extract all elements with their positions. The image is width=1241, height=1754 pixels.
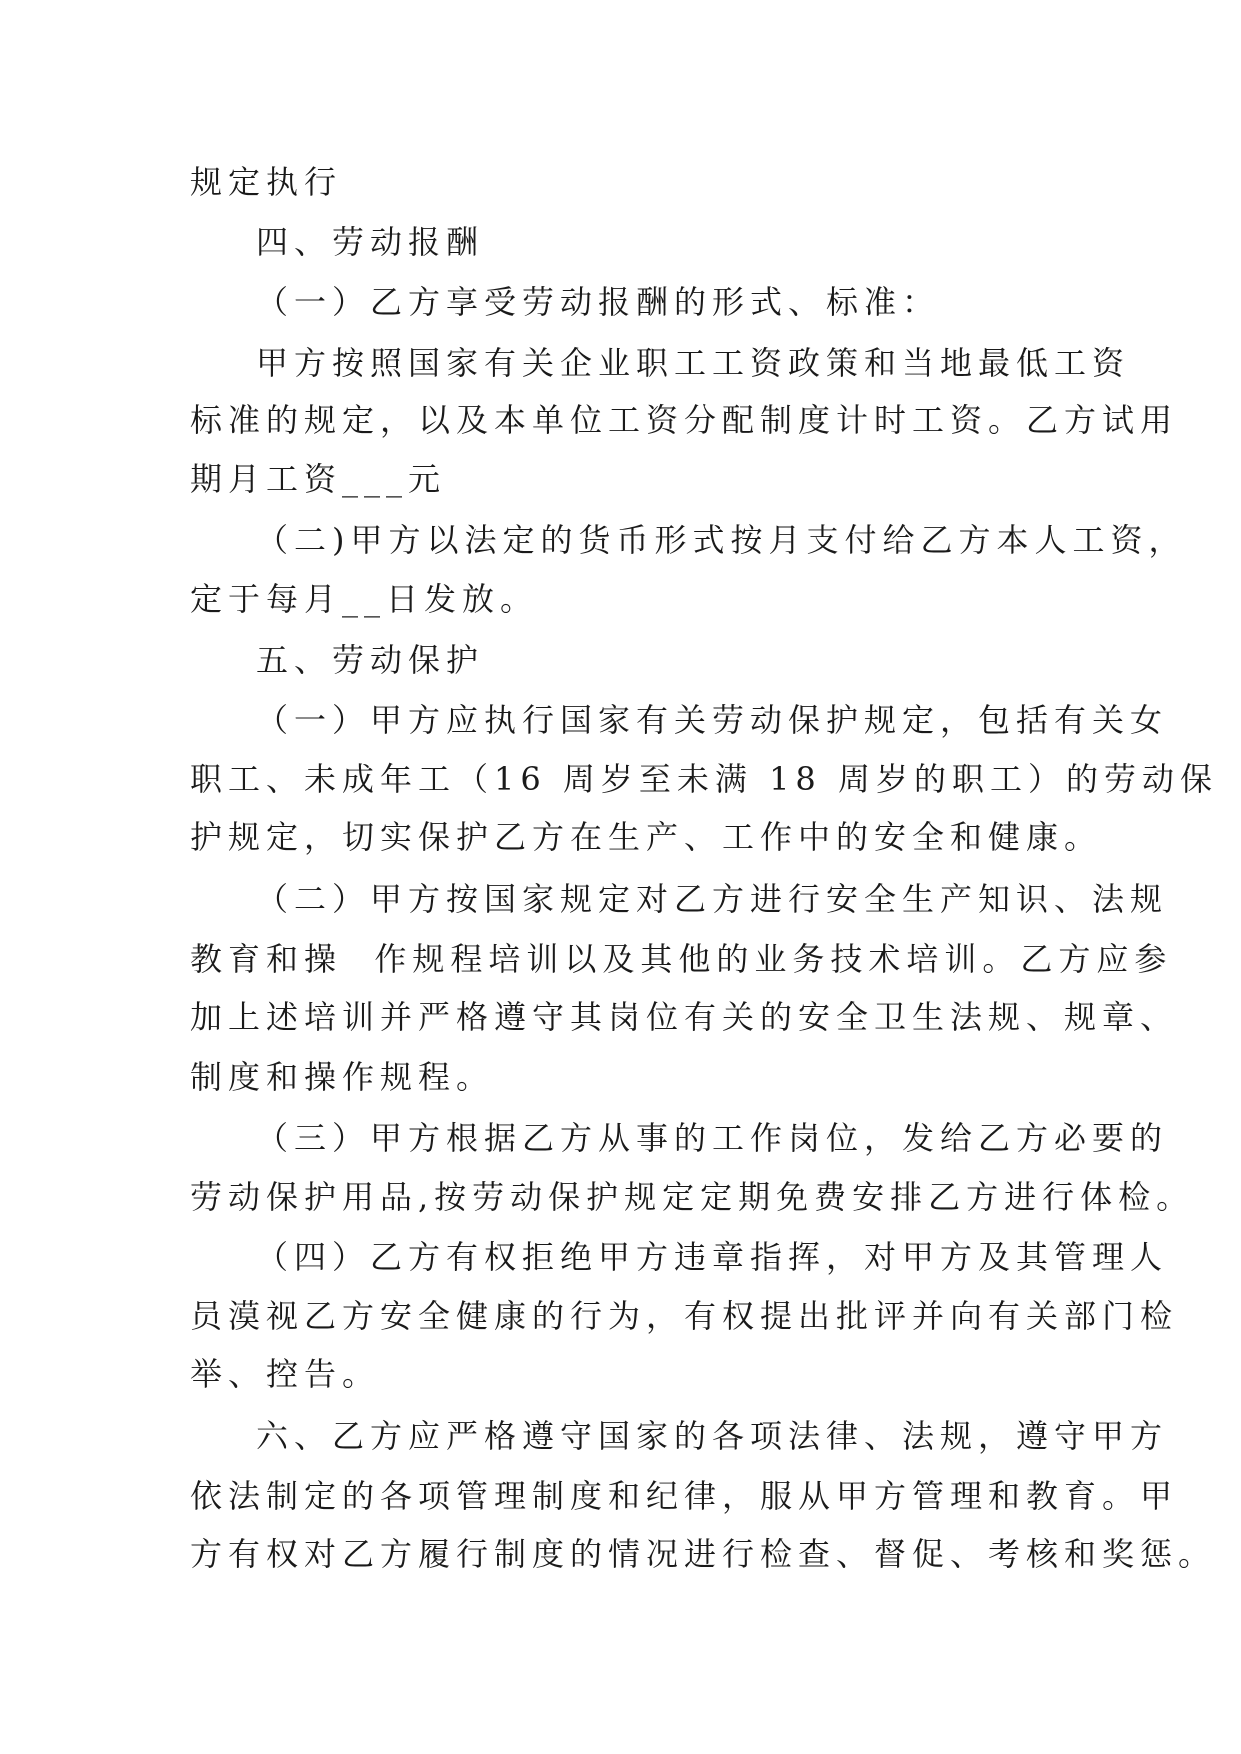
text-line: （一）甲方应执行国家有关劳动保护规定，包括有关女 <box>256 701 1169 739</box>
text-line: 方有权对乙方履行制度的情况进行检查、督促、考核和奖惩。 <box>190 1535 1217 1573</box>
text-line: 依法制定的各项管理制度和纪律，服从甲方管理和教育。甲 <box>190 1477 1179 1515</box>
text-line: 甲方按照国家有关企业职工工资政策和当地最低工资 <box>256 344 1131 382</box>
text-line: 规定执行 <box>190 163 343 201</box>
text-line: （一）乙方享受劳动报酬的形式、标准： <box>256 283 941 321</box>
text-line: （四）乙方有权拒绝甲方违章指挥，对甲方及其管理人 <box>256 1238 1169 1276</box>
text-line: 六、乙方应严格遵守国家的各项法律、法规，遵守甲方 <box>256 1417 1169 1455</box>
text-line: （二）甲方按国家规定对乙方进行安全生产知识、法规 <box>256 880 1169 918</box>
text-line: 期月工资___元 <box>190 460 447 498</box>
text-line: （二)甲方以法定的货币形式按月支付给乙方本人工资， <box>256 521 1187 559</box>
text-line: 加上述培训并严格遵守其岗位有关的安全卫生法规、规章、 <box>190 998 1179 1036</box>
text-line: 标准的规定，以及本单位工资分配制度计时工资。乙方试用 <box>190 401 1179 439</box>
text-line: 职工、未成年工（16 周岁至未满 18 周岁的职工）的劳动保 <box>190 760 1218 798</box>
text-line: 定于每月__日发放。 <box>190 580 539 618</box>
text-line: 员漠视乙方安全健康的行为，有权提出批评并向有关部门检 <box>190 1297 1179 1335</box>
text-line: 举、控告。 <box>190 1355 381 1393</box>
section-heading: 四、劳动报酬 <box>256 223 485 261</box>
text-line: 教育和操 作规程培训以及其他的业务技术培训。乙方应参 <box>190 940 1173 978</box>
text-line: 制度和操作规程。 <box>190 1058 495 1096</box>
text-line: 护规定，切实保护乙方在生产、工作中的安全和健康。 <box>190 818 1103 856</box>
text-line: （三）甲方根据乙方从事的工作岗位，发给乙方必要的 <box>256 1119 1169 1157</box>
section-heading: 五、劳动保护 <box>256 641 485 679</box>
text-line: 劳动保护用品,按劳动保护规定定期免费安排乙方进行体检。 <box>190 1178 1195 1216</box>
